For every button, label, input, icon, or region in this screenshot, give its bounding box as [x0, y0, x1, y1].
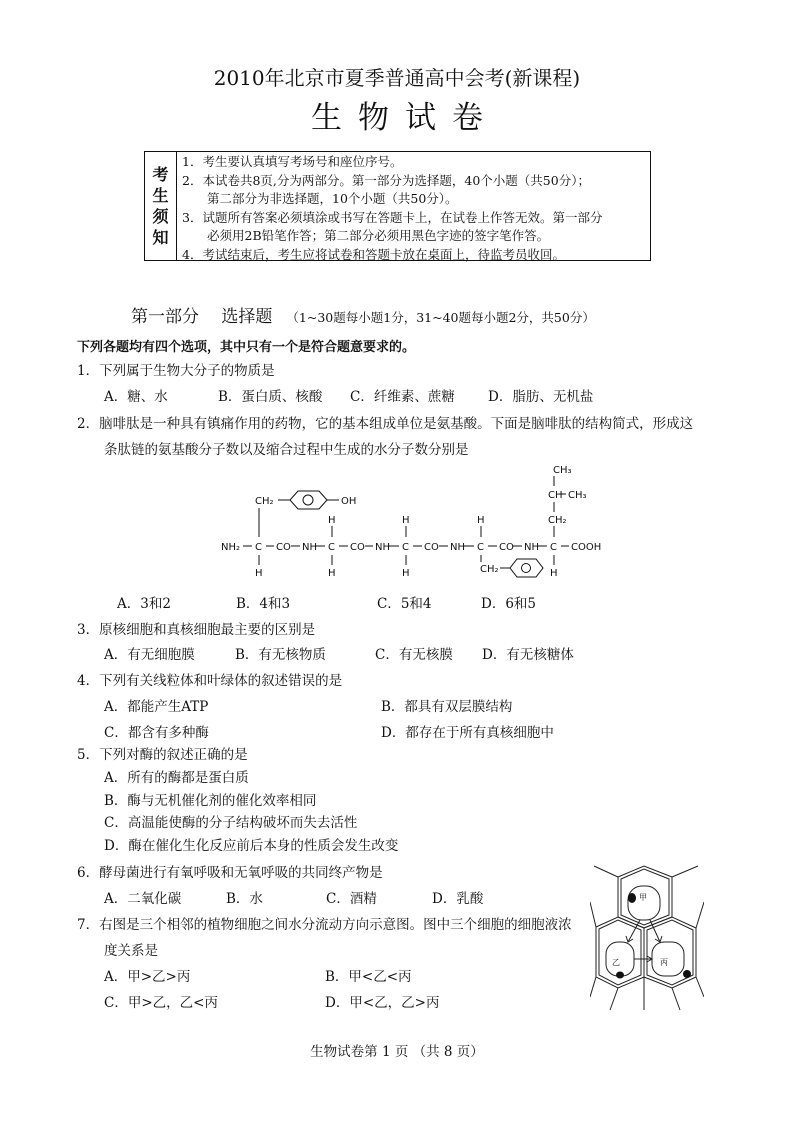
- amide-nh: NH: [450, 542, 465, 553]
- question-stem: 4．下列有关线粒体和叶绿体的叙述错误的是: [77, 673, 343, 689]
- exam-title: 2010年北京市夏季普通高中会考(新课程): [213, 66, 581, 90]
- part-title: 第一部分 选择题: [131, 307, 273, 327]
- carboxyl-group: COOH: [571, 542, 602, 553]
- option: D．酶在催化生化反应前后本身的性质会发生改变: [104, 838, 399, 854]
- question-stem: 1．下列属于生物大分子的物质是: [77, 363, 275, 379]
- question-stem-continued: 条肽链的氨基酸分子数以及缩合过程中生成的水分子数分别是: [104, 442, 469, 458]
- alpha-carbon: C: [328, 542, 335, 553]
- option: C．甲>乙，乙<丙: [104, 995, 218, 1011]
- tyrosine-ch2: CH₂: [255, 496, 274, 507]
- notice-item: 第二部分为非选择题，10个小题（共50分）。: [182, 191, 458, 207]
- subject-title: 生物试卷: [311, 100, 499, 136]
- amide-nh: NH: [302, 542, 317, 553]
- nucleus: [616, 972, 624, 979]
- notice-label-char: 考: [152, 165, 169, 184]
- notice-label: [145, 152, 177, 260]
- option: D．6和5: [481, 596, 537, 612]
- option: A．糖、水: [104, 389, 168, 405]
- plant-cells-figure: [590, 862, 704, 1012]
- alpha-h: H: [402, 515, 410, 526]
- question-stem: 6．酵母菌进行有氧呼吸和无氧呼吸的共同终产物是: [77, 865, 383, 881]
- option: D．甲<乙，乙>丙: [325, 995, 440, 1011]
- alpha-h: H: [550, 568, 558, 579]
- leucine-ch2: CH₂: [548, 515, 567, 526]
- question-stem: 7．右图是三个相邻的植物细胞之间水分流动方向示意图。图中三个细胞的细胞液浓: [77, 917, 572, 933]
- option: A．甲>乙>丙: [104, 969, 191, 985]
- alpha-h: H: [328, 515, 336, 526]
- alpha-h: H: [328, 568, 336, 579]
- alpha-carbon: C: [550, 542, 557, 553]
- part-score-note: （1~30题每小题1分，31~40题每小题2分，共50分）: [286, 310, 595, 325]
- carbonyl: CO: [276, 542, 291, 553]
- carbonyl: CO: [499, 542, 514, 553]
- notice-label-char: 生: [152, 186, 169, 205]
- cell-label-bing: 丙: [660, 958, 668, 967]
- tyrosine-oh: OH: [341, 496, 357, 507]
- carbonyl: CO: [424, 542, 439, 553]
- part-heading: [131, 302, 595, 327]
- option: A．二氧化碳: [104, 891, 182, 907]
- notice-items: [182, 153, 602, 265]
- alpha-carbon: C: [255, 542, 262, 553]
- question-stem-continued: 度关系是: [104, 943, 158, 959]
- option: C．酒精: [326, 891, 377, 907]
- question-stem: 3．原核细胞和真核细胞最主要的区别是: [77, 622, 316, 638]
- option: B．水: [226, 891, 263, 907]
- option: D．乳酸: [432, 891, 484, 907]
- option: B．4和3: [236, 596, 291, 612]
- alpha-h: H: [477, 515, 485, 526]
- option: A．所有的酶都是蛋白质: [104, 770, 249, 786]
- leucine-ch: CH: [548, 490, 563, 501]
- option: B．甲<乙<丙: [325, 969, 412, 985]
- phenylalanine-ch2: CH₂: [480, 564, 499, 575]
- option: D．都存在于所有真核细胞中: [381, 725, 554, 741]
- notice-label-char: 须: [152, 207, 169, 226]
- notice-item: 4．考试结束后，考生应将试卷和答题卡放在桌面上，待监考员收回。: [182, 246, 565, 262]
- leucine-ch3: CH₃: [553, 465, 572, 476]
- leucine-ch3: CH₃: [568, 490, 587, 501]
- option: D．有无核糖体: [482, 647, 574, 663]
- option: C．高温能使酶的分子结构破坏而失去活性: [104, 815, 358, 831]
- page-footer: 生物试卷第 1 页 （共 8 页）: [310, 1044, 484, 1060]
- notice-item: 必须用2B铅笔作答；第二部分必须用黑色字迹的签字笔作答。: [182, 228, 550, 244]
- option: A．都能产生ATP: [104, 699, 209, 715]
- cell-label-yi: 乙: [612, 958, 620, 967]
- option: C．纤维素、蔗糖: [350, 389, 455, 405]
- option: C．有无核膜: [375, 647, 453, 663]
- alpha-carbon: C: [402, 542, 409, 553]
- section-instruction: 下列各题均有四个选项，其中只有一个是符合题意要求的。: [77, 340, 416, 355]
- option: B．都具有双层膜结构: [381, 699, 513, 715]
- alpha-h: H: [255, 568, 263, 579]
- option: C．5和4: [377, 596, 432, 612]
- notice-item: 2．本试卷共8页,分为两部分。第一部分为选择题，40个小题（共50分）；: [182, 172, 590, 188]
- amide-nh: NH: [524, 542, 539, 553]
- option: A．有无细胞膜: [104, 647, 195, 663]
- notice-label-char: 知: [152, 228, 169, 247]
- amino-group: NH₂: [221, 542, 241, 553]
- option: A．3和2: [117, 596, 171, 612]
- option: C．都含有多种酶: [104, 725, 209, 741]
- question-stem: 5．下列对酶的叙述正确的是: [77, 747, 248, 763]
- question-stem: 2．脑啡肽是一种具有镇痛作用的药物，它的基本组成单位是氨基酸。下面是脑啡肽的结构简式，形成这: [77, 416, 694, 432]
- option: B．蛋白质、核酸: [218, 389, 323, 405]
- candidate-notice-box: [144, 151, 651, 261]
- amide-nh: NH: [375, 542, 390, 553]
- alpha-carbon: C: [477, 542, 484, 553]
- nucleus: [628, 893, 636, 903]
- option: B．酶与无机催化剂的催化效率相同: [104, 793, 317, 809]
- carbonyl: CO: [350, 542, 365, 553]
- cell-label-jia: 甲: [639, 893, 647, 902]
- enkephalin-structure-diagram: [218, 458, 608, 583]
- alpha-h: H: [402, 568, 410, 579]
- notice-item: 3．试题所有答案必须填涂或书写在答题卡上，在试卷上作答无效。第一部分: [182, 209, 603, 225]
- notice-item: 1．考生要认真填写考场号和座位序号。: [182, 154, 403, 169]
- option: B．有无核物质: [235, 647, 326, 663]
- nucleus: [683, 970, 691, 978]
- option: D．脂肪、无机盐: [488, 389, 594, 405]
